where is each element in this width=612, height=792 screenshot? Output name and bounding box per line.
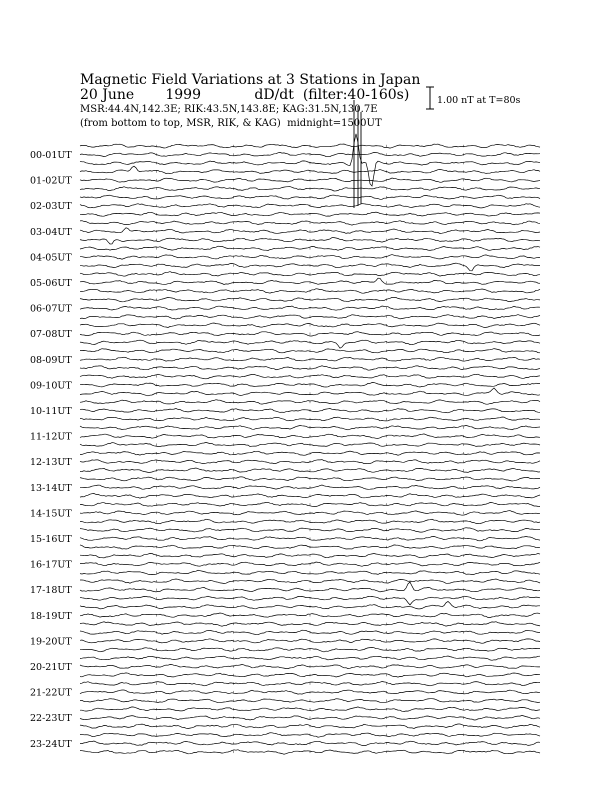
hour-label: 06-07UT [30, 303, 72, 315]
stations-line: MSR:44.4N,142.3E; RIK:43.5N,143.8E; KAG:31.5N,130.7E [80, 104, 378, 115]
order-note: (from bottom to top, MSR, RIK, & KAG) [80, 118, 281, 129]
hour-label: 01-02UT [30, 175, 72, 187]
hour-label: 10-11UT [30, 406, 72, 417]
hour-label: 21-22UT [30, 687, 72, 699]
hour-label: 07-08UT [30, 329, 72, 341]
hour-label: 09-10UT [30, 380, 72, 392]
hour-label: 13-14UT [30, 482, 72, 494]
trace-line [80, 134, 540, 186]
hour-label: 23-24UT [30, 738, 72, 750]
midnight-note: midnight=1500UT [287, 118, 382, 129]
hour-label: 14-15UT [30, 508, 72, 520]
year-text: 1999 [165, 87, 201, 103]
quantity-text: dD/dt [254, 87, 294, 103]
hour-label: 02-03UT [30, 201, 72, 213]
trace-line [80, 263, 540, 271]
hour-label: 18-19UT [30, 610, 72, 622]
hour-label: 22-23UT [30, 713, 72, 725]
hour-label: 04-05UT [30, 252, 72, 264]
hour-label: 08-09UT [30, 354, 72, 366]
hour-label: 00-01UT [30, 150, 72, 161]
filter-text: (filter:40-160s) [302, 87, 410, 103]
hour-label: 16-17UT [30, 559, 72, 571]
hour-label: 03-04UT [30, 226, 72, 238]
date-text: 20 June [80, 87, 135, 103]
hour-label: 11-12UT [30, 431, 72, 443]
hour-label: 05-06UT [30, 278, 72, 289]
hour-label: 19-20UT [30, 636, 72, 648]
hour-label: 12-13UT [30, 457, 72, 469]
chart-title: Magnetic Field Variations at 3 Stations in Japan [80, 72, 421, 88]
scale-label: 1.00 nT at T=80s [437, 95, 521, 106]
hour-label: 17-18UT [30, 585, 72, 597]
hour-label: 20-21UT [30, 662, 72, 673]
hour-label: 15-16UT [30, 534, 72, 545]
